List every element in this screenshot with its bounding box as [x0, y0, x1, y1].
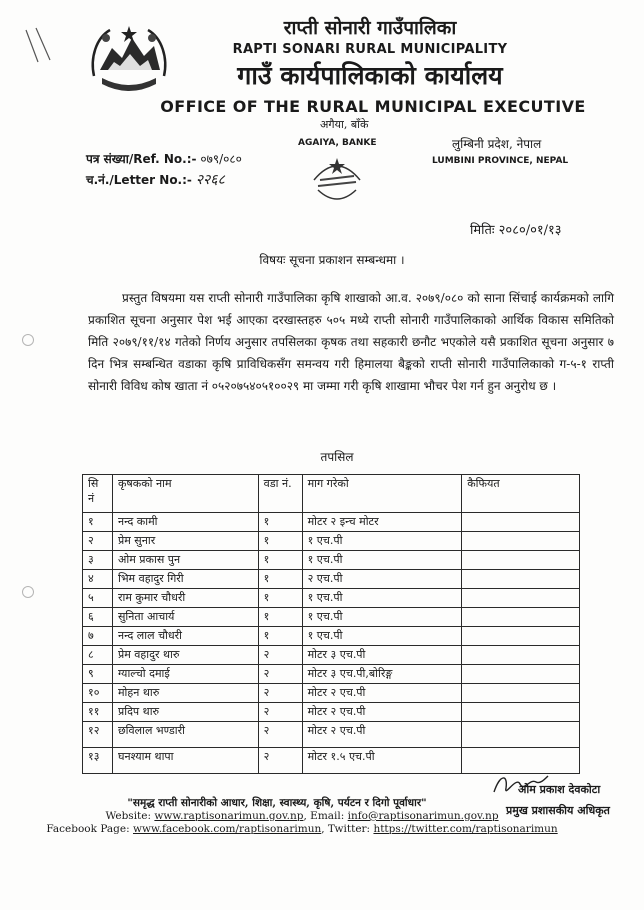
letter-number [86, 170, 225, 189]
twitter-label: , Twitter: [321, 823, 371, 835]
cell-demand: १ एच.पी [302, 627, 462, 646]
cell-sn: ६ [83, 608, 113, 627]
email-label: , Email: [303, 810, 345, 822]
cell-sn: ३ [83, 551, 113, 570]
pen-marks-icon [22, 26, 56, 66]
table-row [83, 589, 580, 608]
punch-hole-icon [22, 586, 34, 598]
table-row [83, 646, 580, 665]
email-link[interactable]: info@raptisonarimun.gov.np [347, 810, 499, 822]
table-row [83, 570, 580, 589]
cell-ward: १ [258, 608, 302, 627]
cell-sn: १३ [83, 748, 113, 774]
cell-sn: ५ [83, 589, 113, 608]
cell-name: नन्द लाल चौधरी [112, 627, 258, 646]
cell-remark [462, 627, 580, 646]
cell-ward: २ [258, 665, 302, 684]
punch-hole-icon [22, 334, 34, 346]
website-label: Website: [105, 810, 152, 822]
cell-demand: १ एच.पी [302, 608, 462, 627]
cell-ward: १ [258, 589, 302, 608]
cell-sn: ४ [83, 570, 113, 589]
province-np: लुम्बिनी प्रदेश, नेपाल [452, 137, 542, 151]
office-title-np: गाउँ कार्यपालिकाको कार्यालय [237, 61, 503, 90]
cell-demand: २ एच.पी [302, 570, 462, 589]
body-paragraph: प्रस्तुत विषयमा यस राप्ती सोनारी गाउँपालिका कृषि शाखाको आ.व. २०७९/०८० को साना सिंचाई कार्यक्रमको लागि प्रकाशित सूचना अनुसार पेश भई आएका दरखास्तहरु ५०५ मध्ये राप्ती सोनारी गाउँपालिकाको आर्थिक विकास समितिको मिति २०७९/११/१४ गतेको निर्णय अनुसार तपसिलका कृषक तथा सहकारी छनौट भएकोले यसै प्रकाशित सूचना अनुसार ७ दिन भित्र सम्बन्धित वडाका कृषि प्राविधिकसँग समन्वय गरी हिमालया बैङ्कको राप्ती सोनारी गाउँपालिकाको ग-५-१ राप्ती सोनारी विविध कोष खाता नं ०५२०७५४०५१००२९ मा जम्मा गरी कृषि शाखामा भौचर पेश गर्न हुन अनुरोध छ । [88, 291, 614, 393]
cell-name: राम कुमार चौधरी [112, 589, 258, 608]
cell-name: भिम वहादुर गिरी [112, 570, 258, 589]
letter-subject: विषयः सूचना प्रकाशन सम्बन्धमा । [259, 253, 405, 267]
table-row [83, 551, 580, 570]
facebook-label: Facebook Page: [46, 823, 130, 835]
ref-value: ०७९/०८० [200, 152, 242, 166]
footer-contact [0, 810, 644, 822]
cell-name: छविलाल भण्डारी [112, 722, 258, 748]
table-row [83, 532, 580, 551]
cell-name: सुनिता आचार्य [112, 608, 258, 627]
cell-demand: मोटर ३ एच.पी,बोरिङ्ग [302, 665, 462, 684]
address-en: AGAIYA, BANKE [298, 138, 377, 148]
cell-remark [462, 551, 580, 570]
cell-sn: १२ [83, 722, 113, 748]
cell-remark [462, 646, 580, 665]
cell-ward: २ [258, 646, 302, 665]
cell-demand: १ एच.पी [302, 532, 462, 551]
cell-sn: ८ [83, 646, 113, 665]
office-title-en: OFFICE OF THE RURAL MUNICIPAL EXECUTIVE [160, 97, 586, 116]
footer-social [0, 823, 644, 835]
twitter-link[interactable]: https://twitter.com/raptisonarimun [373, 823, 558, 835]
cell-ward: २ [258, 748, 302, 774]
section-heading: तपसिल [320, 450, 354, 464]
cell-name: प्रदिप थारु [112, 703, 258, 722]
cell-ward: १ [258, 627, 302, 646]
footer-slogan: "समृद्ध राप्ती सोनारीको आधार, शिक्षा, स्वास्थ्य, कृषि, पर्यटन र दिगो पूर्वाधार" [127, 797, 427, 809]
cell-remark [462, 703, 580, 722]
col-header-sn: सि नं [83, 475, 113, 513]
table-row [83, 608, 580, 627]
facebook-link[interactable]: www.facebook.com/raptisonarimun [133, 823, 322, 835]
letter-value: २२६८ [195, 172, 225, 188]
table-row [83, 684, 580, 703]
cell-demand: मोटर ३ एच.पी [302, 646, 462, 665]
cell-sn: २ [83, 532, 113, 551]
cell-name: प्रेम वहादुर थारु [112, 646, 258, 665]
cell-sn: ११ [83, 703, 113, 722]
farmer-table [82, 474, 580, 774]
municipality-name-en: RAPTI SONARI RURAL MUNICIPALITY [232, 42, 508, 57]
reference-number [86, 150, 242, 167]
col-header-ward: वडा नं. [258, 475, 302, 513]
cell-name: घनश्याम थापा [112, 748, 258, 774]
cell-name: नन्द कामी [112, 513, 258, 532]
letter-label: च.नं./Letter No.:- [86, 173, 192, 187]
cell-sn: १० [83, 684, 113, 703]
cell-remark [462, 608, 580, 627]
signatory-name: ओम प्रकाश देवकोटा [518, 783, 601, 796]
cell-ward: १ [258, 570, 302, 589]
cell-name: ग्याल्चो दमाई [112, 665, 258, 684]
table-row [83, 665, 580, 684]
cell-demand: मोटर २ एच.पी [302, 684, 462, 703]
table-row [83, 703, 580, 722]
cell-name: प्रेम सुनार [112, 532, 258, 551]
cell-remark [462, 589, 580, 608]
cell-remark [462, 570, 580, 589]
cell-ward: २ [258, 684, 302, 703]
cell-demand: मोटर २ इन्च मोटर [302, 513, 462, 532]
cell-demand: १ एच.पी [302, 589, 462, 608]
municipality-name-np: राप्ती सोनारी गाउँपालिका [283, 17, 457, 39]
cell-remark [462, 532, 580, 551]
col-header-demand: माग गरेको [302, 475, 462, 513]
cell-name: ओम प्रकास पुन [112, 551, 258, 570]
cell-ward: १ [258, 513, 302, 532]
cell-demand: मोटर १.५ एच.पी [302, 748, 462, 774]
cell-sn: ९ [83, 665, 113, 684]
cell-remark [462, 665, 580, 684]
cell-ward: १ [258, 532, 302, 551]
table-body [83, 513, 580, 774]
signatory-title: प्रमुख प्रशासकीय अधिकृत [506, 804, 610, 817]
cell-ward: २ [258, 722, 302, 748]
cell-demand: १ एच.पी [302, 551, 462, 570]
cell-demand: मोटर २ एच.पी [302, 722, 462, 748]
col-header-name: कृषकको नाम [112, 475, 258, 513]
cell-ward: २ [258, 703, 302, 722]
cell-name: मोहन थारु [112, 684, 258, 703]
table-header-row [83, 475, 580, 513]
cell-remark [462, 722, 580, 748]
cell-sn: १ [83, 513, 113, 532]
cell-sn: ७ [83, 627, 113, 646]
letter-date: मितिः २०८०/०१/१३ [470, 223, 562, 238]
cell-remark [462, 513, 580, 532]
province-en: LUMBINI PROVINCE, NEPAL [432, 156, 569, 166]
office-seal-icon [304, 150, 370, 212]
address-np: अगैया, बाँके [320, 118, 369, 131]
table-row [83, 722, 580, 748]
cell-ward: १ [258, 551, 302, 570]
cell-demand: मोटर २ एच.पी [302, 703, 462, 722]
table-row [83, 513, 580, 532]
col-header-remark: कैफियत [462, 475, 580, 513]
ref-label: पत्र संख्या/Ref. No.:- [86, 152, 197, 166]
website-link[interactable]: www.raptisonarimun.gov.np [154, 810, 304, 822]
table-row [83, 627, 580, 646]
cell-remark [462, 684, 580, 703]
